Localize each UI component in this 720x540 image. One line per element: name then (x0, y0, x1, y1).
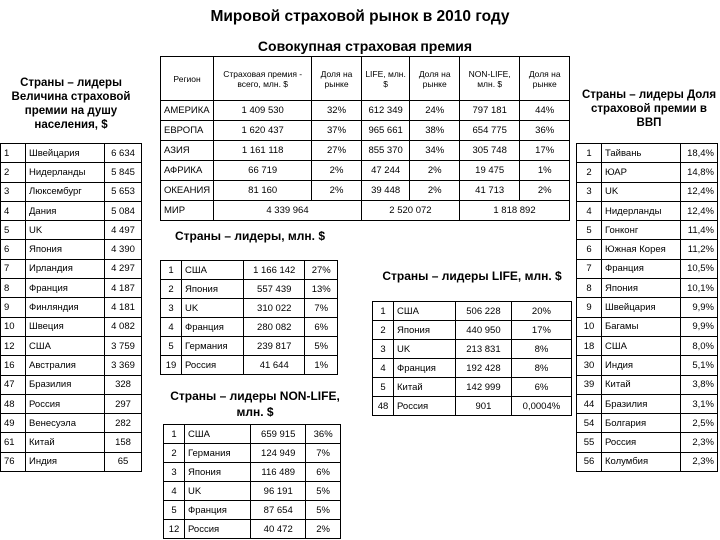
share-cell: 7% (305, 299, 338, 318)
section-subtitle: Совокупная страховая премия (257, 38, 473, 54)
value-cell: 2,3% (681, 433, 718, 452)
country-cell: Колумбия (602, 452, 681, 471)
table-row (161, 280, 338, 299)
table-row (164, 463, 341, 482)
value-cell: 1 161 118 (214, 141, 312, 161)
rank-cell: 7 (1, 259, 26, 278)
country-cell: Индия (26, 452, 105, 471)
world-total-cell: 4 339 964 (214, 201, 362, 221)
value-cell: 192 428 (456, 359, 512, 378)
table-row (164, 501, 341, 520)
value-cell: 8,0% (681, 336, 718, 355)
table-row (373, 302, 572, 321)
life-title: Страны – лидеры LIFE, млн. $ (382, 269, 562, 283)
country-cell: Индия (602, 356, 681, 375)
value-cell: 9,9% (681, 317, 718, 336)
rank-cell: 6 (577, 240, 602, 259)
table-row (161, 356, 338, 375)
table-row (1, 394, 142, 413)
value-cell: 901 (456, 397, 512, 416)
country-cell: UK (602, 182, 681, 201)
value-cell: 3 369 (105, 356, 142, 375)
value-cell: 3,1% (681, 394, 718, 413)
value-cell: 11,2% (681, 240, 718, 259)
table-row (1, 259, 142, 278)
table-row (161, 57, 570, 101)
country-cell: Россия (394, 397, 456, 416)
country-cell: Япония (394, 321, 456, 340)
rank-cell: 5 (1, 221, 26, 240)
rank-cell: 1 (577, 144, 602, 163)
nonlife-table (163, 424, 341, 539)
rank-cell: 5 (373, 378, 394, 397)
country-cell: Китай (26, 433, 105, 452)
page-title: Мировой страховой рынок в 2010 году (210, 8, 510, 25)
table-row (164, 425, 341, 444)
rank-cell: 1 (161, 261, 182, 280)
country-cell: Финляндия (26, 298, 105, 317)
value-cell: 797 181 (460, 101, 520, 121)
rank-cell: 10 (1, 317, 26, 336)
country-cell: Гонконг (602, 221, 681, 240)
value-cell: 1 166 142 (243, 261, 305, 280)
country-cell: UK (394, 340, 456, 359)
country-cell: UK (182, 299, 244, 318)
rank-cell: 9 (577, 298, 602, 317)
table-row (577, 336, 718, 355)
country-cell: Австралия (26, 356, 105, 375)
table-row (1, 298, 142, 317)
value-cell: 2% (312, 161, 362, 181)
table-row (161, 121, 570, 141)
country-cell: Россия (602, 433, 681, 452)
share-cell: 8% (511, 340, 571, 359)
table-row (373, 321, 572, 340)
value-cell: 65 (105, 452, 142, 471)
country-cell: Китай (394, 378, 456, 397)
table-row (164, 482, 341, 501)
share-cell: 6% (306, 463, 341, 482)
value-cell: 1 620 437 (214, 121, 312, 141)
rank-cell: 39 (577, 375, 602, 394)
table-row (1, 279, 142, 298)
table-row (161, 141, 570, 161)
world-life-cell: 2 520 072 (361, 201, 459, 221)
country-cell: UK (26, 221, 105, 240)
rank-cell: 7 (577, 259, 602, 278)
region-cell: АФРИКА (161, 161, 214, 181)
country-cell: Франция (26, 279, 105, 298)
table-row (577, 452, 718, 471)
country-cell: Россия (182, 356, 244, 375)
life-table (372, 301, 572, 416)
value-cell: 32% (312, 101, 362, 121)
country-cell: Япония (182, 280, 244, 299)
rank-cell: 2 (373, 321, 394, 340)
country-cell: Германия (185, 444, 251, 463)
value-cell: 158 (105, 433, 142, 452)
rank-cell: 30 (577, 356, 602, 375)
share-cell: 27% (305, 261, 338, 280)
rank-cell: 4 (373, 359, 394, 378)
value-cell: 142 999 (456, 378, 512, 397)
rank-cell: 1 (1, 144, 26, 163)
value-cell: 328 (105, 375, 142, 394)
rank-cell: 19 (161, 356, 182, 375)
table-row (164, 444, 341, 463)
regions-table (160, 56, 570, 221)
rank-cell: 8 (577, 279, 602, 298)
country-cell: Япония (26, 240, 105, 259)
country-cell: Франция (185, 501, 251, 520)
value-cell: 4 297 (105, 259, 142, 278)
table-row (577, 163, 718, 182)
table-row (577, 375, 718, 394)
rank-cell: 5 (577, 221, 602, 240)
table-row (161, 337, 338, 356)
value-cell: 5,1% (681, 356, 718, 375)
table-row (1, 375, 142, 394)
table-row (373, 359, 572, 378)
share-cell: 6% (511, 378, 571, 397)
country-cell: Швеция (26, 317, 105, 336)
share-cell: 20% (511, 302, 571, 321)
country-cell: Тайвань (602, 144, 681, 163)
table-row (577, 317, 718, 336)
rank-cell: 3 (164, 463, 185, 482)
country-cell: Швейцария (602, 298, 681, 317)
share-cell: 0,0004% (511, 397, 571, 416)
value-cell: 239 817 (243, 337, 305, 356)
table-row (1, 433, 142, 452)
rank-cell: 12 (164, 520, 185, 539)
world-nonlife-cell: 1 818 892 (460, 201, 570, 221)
table-row (161, 101, 570, 121)
country-cell: Ирландия (26, 259, 105, 278)
value-cell: 965 661 (361, 121, 410, 141)
rank-cell: 12 (1, 336, 26, 355)
value-cell: 12,4% (681, 182, 718, 201)
table-row (161, 318, 338, 337)
value-cell: 3,8% (681, 375, 718, 394)
table-row (1, 336, 142, 355)
rank-cell: 48 (373, 397, 394, 416)
country-cell: Китай (602, 375, 681, 394)
rank-cell: 76 (1, 452, 26, 471)
nonlife-title: Страны – лидеры NON-LIFE, млн. $ (170, 389, 340, 419)
value-cell: 3 759 (105, 336, 142, 355)
table-row (577, 414, 718, 433)
table-row (1, 163, 142, 182)
rank-cell: 16 (1, 356, 26, 375)
value-cell: 280 082 (243, 318, 305, 337)
value-cell: 297 (105, 394, 142, 413)
table-row (1, 452, 142, 471)
country-cell: ЮАР (602, 163, 681, 182)
table-row (161, 181, 570, 201)
column-header: Регион (161, 57, 214, 101)
value-cell: 5 084 (105, 201, 142, 220)
value-cell: 66 719 (214, 161, 312, 181)
value-cell: 305 748 (460, 141, 520, 161)
rank-cell: 2 (164, 444, 185, 463)
share-cell: 5% (305, 337, 338, 356)
rank-cell: 3 (373, 340, 394, 359)
share-cell: 17% (511, 321, 571, 340)
table-row (577, 201, 718, 220)
value-cell: 612 349 (361, 101, 410, 121)
value-cell: 38% (410, 121, 460, 141)
table-row (1, 201, 142, 220)
value-cell: 4 181 (105, 298, 142, 317)
value-cell: 1 409 530 (214, 101, 312, 121)
share-cell: 6% (305, 318, 338, 337)
value-cell: 4 082 (105, 317, 142, 336)
country-cell: Франция (182, 318, 244, 337)
value-cell: 116 489 (251, 463, 306, 482)
rank-cell: 44 (577, 394, 602, 413)
rank-cell: 2 (577, 163, 602, 182)
value-cell: 10,1% (681, 279, 718, 298)
share-cell: 8% (511, 359, 571, 378)
country-cell: США (185, 425, 251, 444)
country-cell: США (182, 261, 244, 280)
country-cell: Россия (26, 394, 105, 413)
value-cell: 96 191 (251, 482, 306, 501)
rank-cell: 55 (577, 433, 602, 452)
table-row (1, 317, 142, 336)
column-header: Доля на рынке (520, 57, 570, 101)
value-cell: 6 634 (105, 144, 142, 163)
table-row (577, 240, 718, 259)
country-cell: Люксембург (26, 182, 105, 201)
value-cell: 34% (410, 141, 460, 161)
country-cell: Германия (182, 337, 244, 356)
value-cell: 213 831 (456, 340, 512, 359)
value-cell: 654 775 (460, 121, 520, 141)
value-cell: 5 653 (105, 182, 142, 201)
rank-cell: 8 (1, 279, 26, 298)
rank-cell: 6 (1, 240, 26, 259)
rank-cell: 3 (1, 182, 26, 201)
table-row (373, 397, 572, 416)
country-cell: Венесуэла (26, 414, 105, 433)
value-cell: 24% (410, 101, 460, 121)
value-cell: 2,3% (681, 452, 718, 471)
value-cell: 282 (105, 414, 142, 433)
value-cell: 17% (520, 141, 570, 161)
rank-cell: 4 (577, 201, 602, 220)
table-row (1, 182, 142, 201)
table-row (577, 279, 718, 298)
rank-cell: 5 (164, 501, 185, 520)
table-row (1, 240, 142, 259)
value-cell: 557 439 (243, 280, 305, 299)
country-cell: США (26, 336, 105, 355)
value-cell: 1% (520, 161, 570, 181)
rank-cell: 48 (1, 394, 26, 413)
table-row (1, 414, 142, 433)
table-row (577, 433, 718, 452)
region-cell: ОКЕАНИЯ (161, 181, 214, 201)
rank-cell: 49 (1, 414, 26, 433)
rank-cell: 4 (164, 482, 185, 501)
table-row (1, 144, 142, 163)
rank-cell: 3 (577, 182, 602, 201)
rank-cell: 3 (161, 299, 182, 318)
column-header: Доля на рынке (312, 57, 362, 101)
rank-cell: 9 (1, 298, 26, 317)
rank-cell: 2 (161, 280, 182, 299)
table-row (161, 261, 338, 280)
value-cell: 44% (520, 101, 570, 121)
region-cell: ЕВРОПА (161, 121, 214, 141)
leaders-title: Страны – лидеры, млн. $ (174, 229, 325, 243)
per-capita-table (0, 143, 142, 472)
gdp-share-table (576, 143, 718, 472)
table-row (577, 259, 718, 278)
value-cell: 12,4% (681, 201, 718, 220)
share-cell: 5% (306, 482, 341, 501)
column-header: LIFE, млн. $ (361, 57, 410, 101)
value-cell: 4 390 (105, 240, 142, 259)
value-cell: 124 949 (251, 444, 306, 463)
value-cell: 2% (410, 161, 460, 181)
value-cell: 81 160 (214, 181, 312, 201)
value-cell: 41 713 (460, 181, 520, 201)
rank-cell: 47 (1, 375, 26, 394)
value-cell: 87 654 (251, 501, 306, 520)
rank-cell: 18 (577, 336, 602, 355)
table-row (577, 356, 718, 375)
country-cell: Бразилия (26, 375, 105, 394)
table-row (577, 182, 718, 201)
table-row (164, 520, 341, 539)
country-cell: Франция (602, 259, 681, 278)
country-cell: Франция (394, 359, 456, 378)
share-cell: 5% (306, 501, 341, 520)
country-cell: Южная Корея (602, 240, 681, 259)
column-header: NON-LIFE, млн. $ (460, 57, 520, 101)
value-cell: 2% (410, 181, 460, 201)
table-row (161, 161, 570, 181)
table-row (373, 340, 572, 359)
value-cell: 9,9% (681, 298, 718, 317)
value-cell: 14,8% (681, 163, 718, 182)
leaders-table (160, 260, 338, 375)
country-cell: Бразилия (602, 394, 681, 413)
table-row (577, 298, 718, 317)
gdp-share-header: Страны – лидеры Доля страховой премии в ВВП (581, 89, 717, 129)
value-cell: 4 187 (105, 279, 142, 298)
rank-cell: 5 (161, 337, 182, 356)
value-cell: 855 370 (361, 141, 410, 161)
rank-cell: 54 (577, 414, 602, 433)
table-row (373, 378, 572, 397)
table-row (1, 221, 142, 240)
region-cell: АМЕРИКА (161, 101, 214, 121)
region-cell: АЗИЯ (161, 141, 214, 161)
value-cell: 47 244 (361, 161, 410, 181)
value-cell: 2% (312, 181, 362, 201)
country-cell: Нидерланды (26, 163, 105, 182)
value-cell: 19 475 (460, 161, 520, 181)
column-header: Доля на рынке (410, 57, 460, 101)
table-row (161, 299, 338, 318)
country-cell: США (394, 302, 456, 321)
country-cell: США (602, 336, 681, 355)
table-row (577, 144, 718, 163)
value-cell: 41 644 (243, 356, 305, 375)
country-cell: Россия (185, 520, 251, 539)
value-cell: 506 228 (456, 302, 512, 321)
country-cell: Болгария (602, 414, 681, 433)
value-cell: 2% (520, 181, 570, 201)
table-row (161, 201, 570, 221)
value-cell: 10,5% (681, 259, 718, 278)
column-header: Страховая премия - всего, млн. $ (214, 57, 312, 101)
share-cell: 1% (305, 356, 338, 375)
value-cell: 310 022 (243, 299, 305, 318)
value-cell: 27% (312, 141, 362, 161)
value-cell: 659 915 (251, 425, 306, 444)
value-cell: 39 448 (361, 181, 410, 201)
share-cell: 7% (306, 444, 341, 463)
value-cell: 11,4% (681, 221, 718, 240)
rank-cell: 1 (373, 302, 394, 321)
rank-cell: 2 (1, 163, 26, 182)
table-row (577, 221, 718, 240)
share-cell: 2% (306, 520, 341, 539)
country-cell: Швейцария (26, 144, 105, 163)
value-cell: 18,4% (681, 144, 718, 163)
rank-cell: 61 (1, 433, 26, 452)
share-cell: 36% (306, 425, 341, 444)
value-cell: 36% (520, 121, 570, 141)
value-cell: 40 472 (251, 520, 306, 539)
rank-cell: 4 (161, 318, 182, 337)
country-cell: Дания (26, 201, 105, 220)
table-row (1, 356, 142, 375)
value-cell: 2,5% (681, 414, 718, 433)
rank-cell: 1 (164, 425, 185, 444)
country-cell: Япония (185, 463, 251, 482)
table-row (577, 394, 718, 413)
region-cell: МИР (161, 201, 214, 221)
value-cell: 4 497 (105, 221, 142, 240)
share-cell: 13% (305, 280, 338, 299)
country-cell: UK (185, 482, 251, 501)
country-cell: Нидерланды (602, 201, 681, 220)
per-capita-header: Страны – лидеры Величина страховой премии на душу населения, $ (11, 77, 131, 131)
value-cell: 440 950 (456, 321, 512, 340)
country-cell: Япония (602, 279, 681, 298)
value-cell: 5 845 (105, 163, 142, 182)
rank-cell: 56 (577, 452, 602, 471)
country-cell: Багамы (602, 317, 681, 336)
rank-cell: 4 (1, 201, 26, 220)
value-cell: 37% (312, 121, 362, 141)
rank-cell: 10 (577, 317, 602, 336)
